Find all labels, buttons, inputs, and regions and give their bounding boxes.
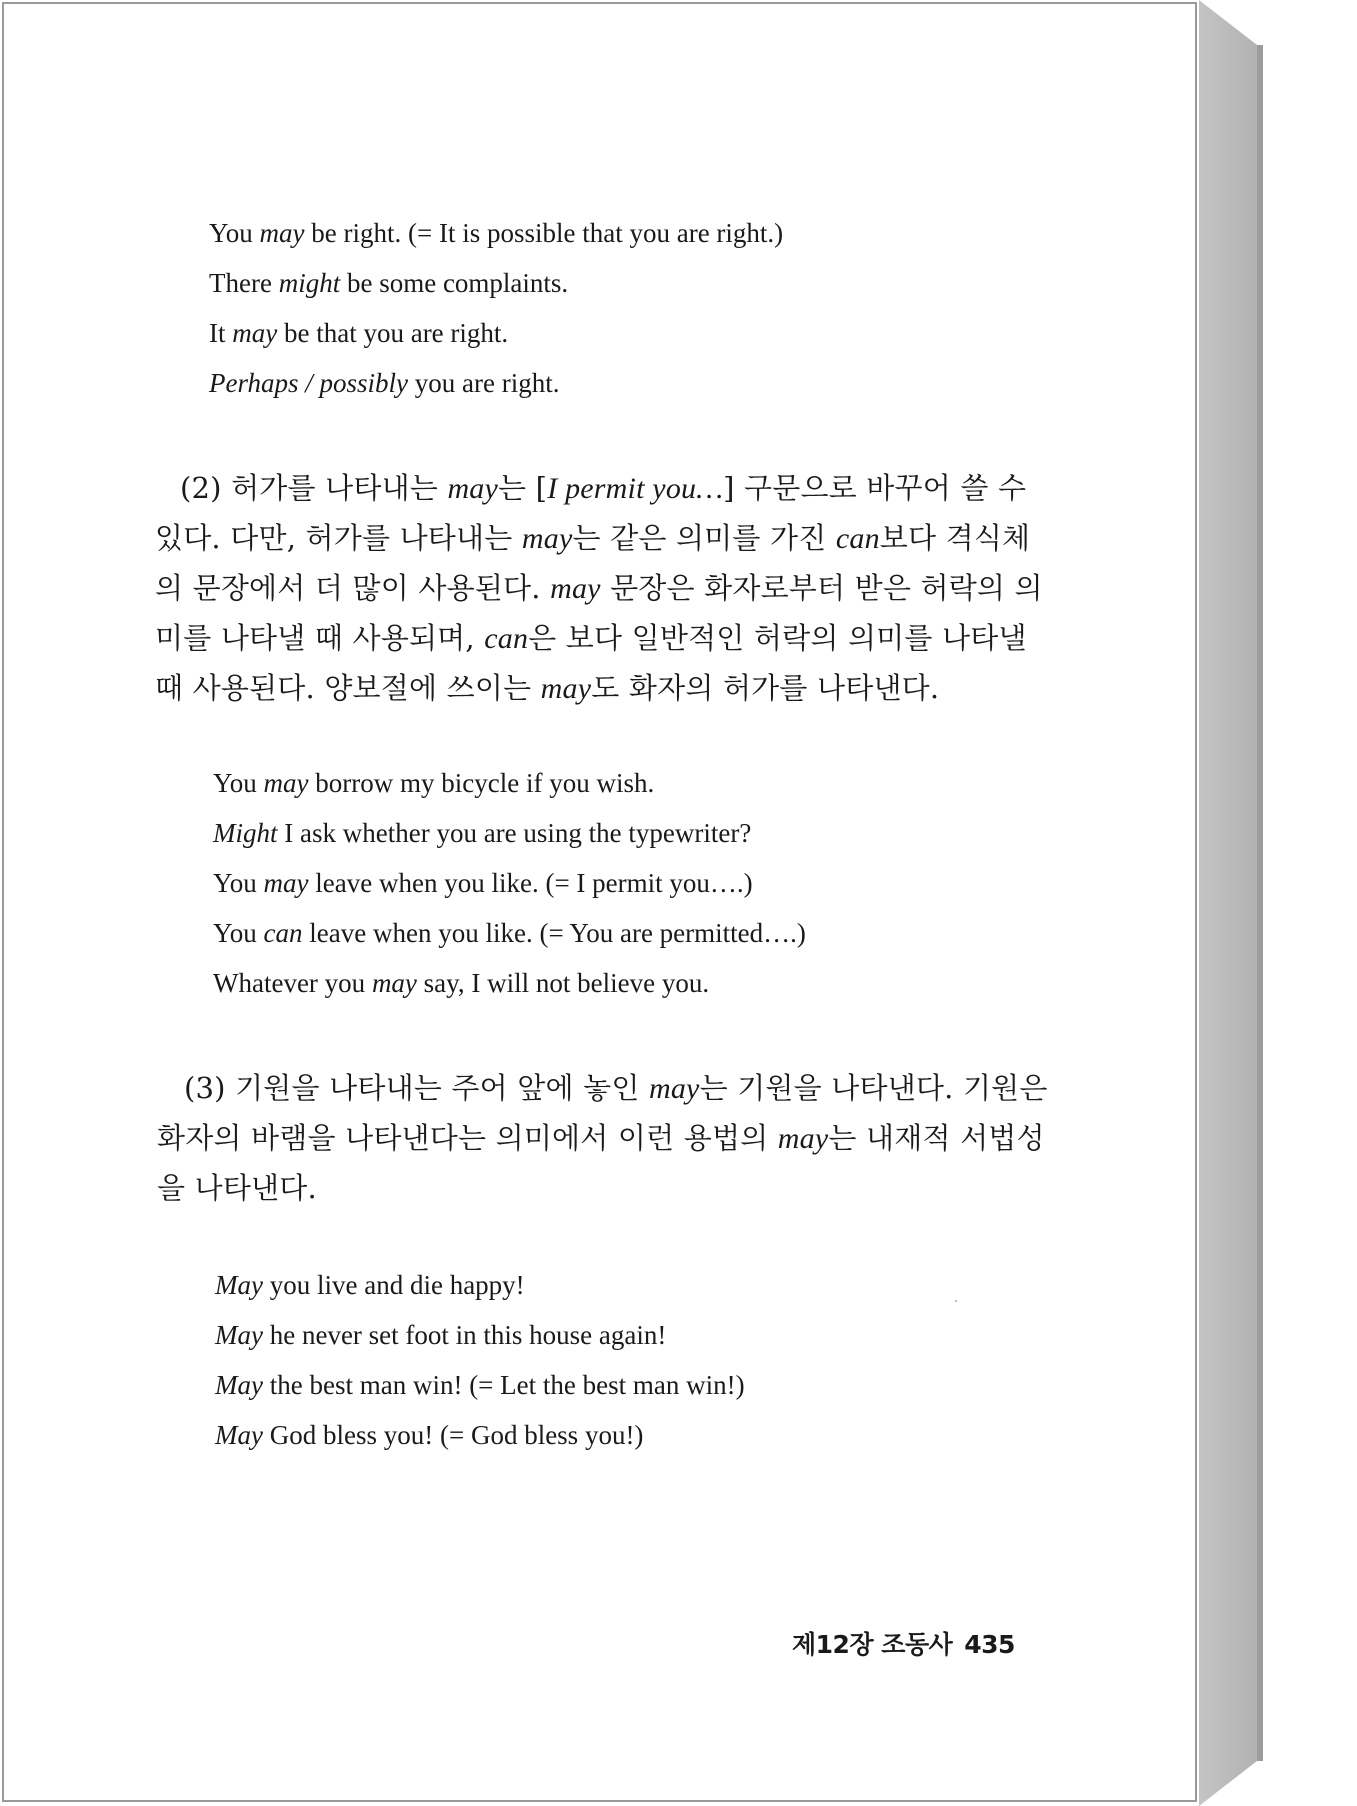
text-run: 는 [ [498,471,548,505]
italic-term: may [263,868,309,898]
text-run: you are right. [408,368,560,398]
example-line [215,1422,643,1449]
example-line [213,970,709,997]
text-run: be some complaints. [340,268,569,298]
text-run: (2) 허가를 나타내는 [180,471,448,505]
text-run: you live and die happy! [262,1270,525,1300]
text-run: the best man win! (= Let the best man win!) [262,1370,745,1400]
text-run: 도 화자의 허가를 나타낸다. [591,671,940,705]
text-run: borrow my bicycle if you wish. [308,768,655,798]
italic-term: may [521,522,573,555]
italic-term: I permit you… [547,472,724,505]
italic-term: may [550,572,601,605]
example-line [213,770,654,797]
text-run: 때 사용된다. 양보절에 쓰이는 [155,671,541,705]
italic-term: May [215,1420,263,1450]
italic-term: Perhaps / possibly [209,368,409,398]
page-number: 435 [964,1630,1015,1659]
text-run: 문장은 화자로부터 받은 허락의 의 [600,571,1043,605]
paragraph-line [157,1166,317,1207]
italic-term: can [484,622,529,655]
paragraph-line [155,616,1027,657]
text-run: You [213,918,264,948]
text-run: leave when you like. (= You are permitted….) [302,918,806,948]
text-run: 는 같은 의미를 가진 [572,521,836,555]
text-run: You [213,868,264,898]
text-run: say, I will not believe you. [416,968,710,998]
italic-term: Might [213,818,278,848]
text-run: Whatever you [213,968,372,998]
italic-term: may [263,768,309,798]
paragraph-line [155,566,1043,607]
italic-term: May [215,1320,263,1350]
text-run: It [209,318,233,348]
italic-term: may [259,218,305,248]
paragraph-line [180,466,1026,507]
italic-term: may [540,672,592,705]
paper-speck [955,1300,957,1302]
paragraph-line [184,1066,1048,1107]
paragraph-line [155,516,1030,557]
text-run: ] 구문으로 바꾸어 쓸 수 [723,471,1027,505]
text-run: 화자의 바램을 나타낸다는 의미에서 이런 용법의 [157,1121,778,1155]
example-line [213,820,751,847]
text-run: God bless you! (= God bless you!) [262,1420,644,1450]
italic-term: may [232,318,278,348]
example-line [213,870,753,897]
text-run: 는 내재적 서법성 [828,1121,1045,1155]
example-line [209,270,568,297]
italic-term: might [278,268,341,298]
book-spine [1199,0,1257,1806]
text-run: be right. (= It is possible that you are right.) [304,218,784,248]
text-run: 보다 격식체 [879,521,1031,555]
text-run: There [209,268,279,298]
example-line [213,920,806,947]
book-spine-edge [1257,45,1263,1761]
paragraph-line [157,1116,1045,1157]
italic-term: May [215,1270,263,1300]
text-run: be that you are right. [277,318,509,348]
chapter-title: 제12장 조동사 [792,1630,953,1659]
text-run: 은 보다 일반적인 허락의 의미를 나타낼 [528,621,1027,655]
example-line [209,220,783,247]
italic-term: may [777,1122,829,1155]
text-run: 미를 나타낼 때 사용되며, [155,621,485,655]
example-line [209,370,559,397]
italic-term: can [263,918,303,948]
text-run: 있다. 다만, 허가를 나타내는 [155,521,522,555]
text-run: 을 나타낸다. [157,1171,317,1205]
text-run: You [209,218,260,248]
text-run: (3) 기원을 나타내는 주어 앞에 놓인 [184,1071,649,1105]
italic-term: May [215,1370,263,1400]
example-line [215,1272,525,1299]
text-run: I ask whether you are using the typewriter? [277,818,752,848]
italic-term: can [835,522,880,555]
paragraph-line [155,666,939,707]
example-line [209,320,508,347]
italic-term: may [371,968,417,998]
italic-term: may [447,472,499,505]
text-run: 의 문장에서 더 많이 사용된다. [155,571,551,605]
page-footer [792,1625,1015,1661]
text-run: You [213,768,264,798]
text-run: he never set foot in this house again! [262,1320,667,1350]
example-line [215,1372,745,1399]
example-line [215,1322,666,1349]
text-run: 는 기원을 나타낸다. 기원은 [699,1071,1048,1105]
italic-term: may [648,1072,700,1105]
book-page [2,2,1197,1802]
text-run: leave when you like. (= I permit you….) [308,868,753,898]
